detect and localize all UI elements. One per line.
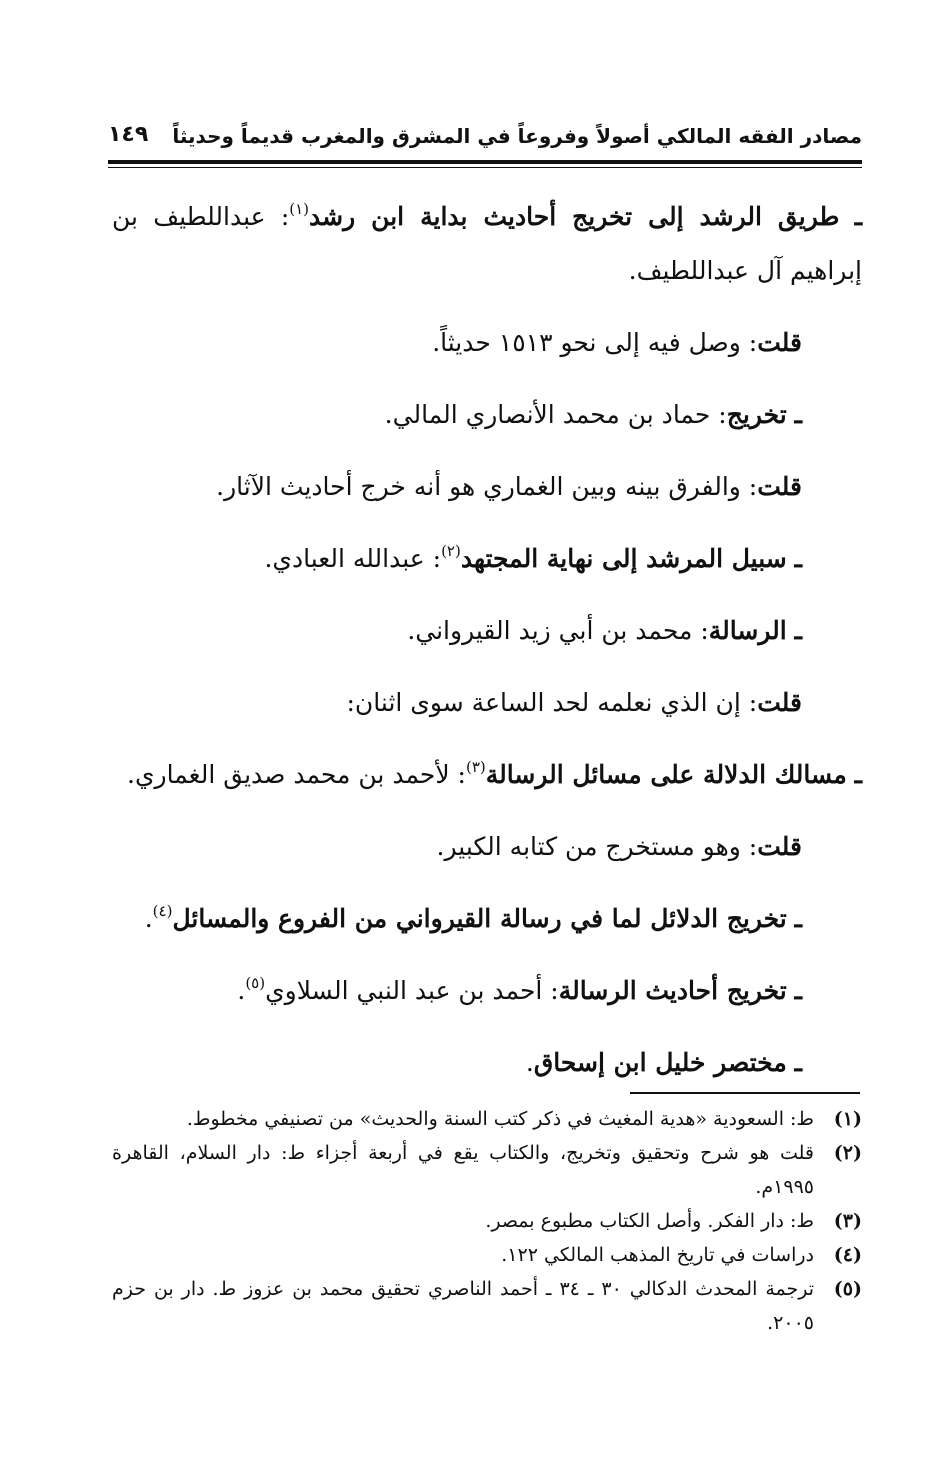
entry-text: : أحمد بن عبد النبي السلاوي <box>265 976 559 1005</box>
entry-title: تخريج <box>726 400 787 429</box>
entry-text: : محمد بن أبي زيد القيرواني. <box>407 616 709 645</box>
footnotes <box>112 1102 862 1340</box>
note-text: : وهو مستخرج من كتابه الكبير. <box>436 832 758 861</box>
footnote-text: ط: السعودية «هدية المغيث في ذكر كتب السنة والحديث» من تصنيفي مخطوط. <box>186 1108 814 1130</box>
entry-paragraph <box>112 1036 862 1090</box>
footnote-text: قلت هو شرح وتحقيق وتخريج، والكتاب يقع في أربعة أجزاء ط: دار السلام، القاهرة ١٩٩٥م. <box>112 1142 814 1198</box>
footnote <box>112 1102 862 1136</box>
footnote <box>112 1238 862 1272</box>
entry-text: : عبدالله العبادي. <box>264 544 442 573</box>
entry-text: : عبداللطيف بن إبراهيم آل عبداللطيف. <box>112 202 862 285</box>
entry-paragraph <box>112 748 862 802</box>
entry-dash: ـ <box>794 976 802 1005</box>
header-rule-thin <box>108 167 862 168</box>
note-paragraph <box>112 676 862 730</box>
entry-dash: ـ <box>854 760 862 789</box>
footnote <box>112 1204 862 1238</box>
footnote-ref[interactable]: (٣) <box>465 758 486 776</box>
note-lead: قلت <box>757 688 802 717</box>
footnote-ref[interactable]: (٥) <box>245 974 266 992</box>
entry-dash: ـ <box>794 1048 802 1077</box>
entry-dash: ـ <box>794 904 802 933</box>
footnote-ref[interactable]: (٤) <box>152 902 173 920</box>
page-number: ١٤٩ <box>108 122 149 147</box>
header-title: مصادر الفقه المالكي أصولاً وفروعاً في المشرق والمغرب قديماً وحديثاً <box>172 124 862 148</box>
note-paragraph <box>112 316 862 370</box>
entry-text: : حماد بن محمد الأنصاري المالي. <box>384 400 727 429</box>
entry-title: تخريج أحاديث الرسالة <box>558 976 787 1005</box>
note-text: : إن الذي نعلمه لحد الساعة سوى اثنان: <box>346 688 758 717</box>
footnote-ref[interactable]: (٢) <box>441 542 461 560</box>
footnote-number: (٢) <box>833 1142 862 1164</box>
entry-text: . <box>144 904 153 933</box>
footnote-text: ترجمة المحدث الدكالي ٣٠ ـ ٣٤ ـ أحمد الناصري تحقيق محمد بن عزوز ط. دار بن حزم ٢٠٠٥. <box>112 1278 815 1334</box>
footnote-ref[interactable]: (١) <box>289 200 310 218</box>
entry-text: : لأحمد بن محمد صديق الغماري. <box>127 760 466 789</box>
running-header <box>108 118 862 158</box>
entry-paragraph <box>112 190 862 298</box>
footnote-number: (٤) <box>833 1244 862 1266</box>
footnote-rule <box>630 1092 860 1094</box>
footnote-text: دراسات في تاريخ المذهب المالكي ١٢٢. <box>501 1244 814 1266</box>
entry-dash: ـ <box>854 202 863 231</box>
entry-text-end: . <box>237 976 246 1005</box>
footnote-text: ط: دار الفكر. وأصل الكتاب مطبوع بمصر. <box>485 1210 814 1232</box>
entry-title: سبيل المرشد إلى نهاية المجتهد <box>460 544 787 573</box>
entry-title: طريق الرشد إلى تخريج أحاديث بداية ابن رشد <box>309 202 840 231</box>
note-paragraph <box>112 820 862 874</box>
entry-dash: ـ <box>794 544 802 573</box>
footnote <box>112 1136 862 1204</box>
entry-title: الرسالة <box>708 616 787 645</box>
entry-dash: ـ <box>794 616 802 645</box>
entry-paragraph <box>112 388 862 442</box>
entry-paragraph <box>112 892 862 946</box>
entry-title: مختصر خليل ابن إسحاق <box>533 1048 787 1077</box>
note-paragraph <box>112 460 862 514</box>
entry-paragraph <box>112 964 862 1018</box>
note-text: : والفرق بينه وبين الغماري هو أنه خرج أحاديث الآثار. <box>216 472 758 501</box>
body-text <box>112 190 862 1108</box>
entry-text: . <box>525 1048 534 1077</box>
note-text: : وصل فيه إلى نحو ١٥١٣ حديثاً. <box>432 328 758 357</box>
footnote <box>112 1272 862 1340</box>
entry-paragraph <box>112 532 862 586</box>
entry-title: مسالك الدلالة على مسائل الرسالة <box>485 760 847 789</box>
note-lead: قلت <box>757 472 802 501</box>
entry-paragraph <box>112 604 862 658</box>
entry-dash: ـ <box>794 400 802 429</box>
header-rule-thick <box>108 160 862 164</box>
note-lead: قلت <box>757 832 802 861</box>
footnote-number: (٣) <box>833 1210 862 1232</box>
note-lead: قلت <box>757 328 802 357</box>
entry-title: تخريج الدلائل لما في رسالة القيرواني من الفروع والمسائل <box>172 904 787 933</box>
footnote-number: (٥) <box>833 1278 862 1300</box>
footnote-number: (١) <box>833 1108 862 1130</box>
